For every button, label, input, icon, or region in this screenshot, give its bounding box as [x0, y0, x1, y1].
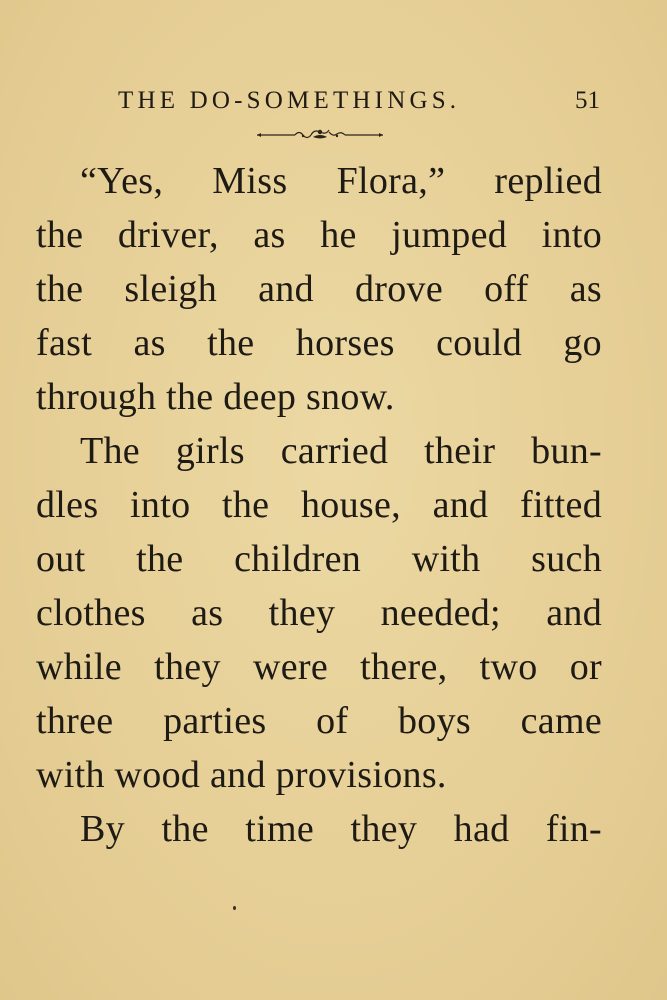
- text-line: the driver, as he jumped into: [36, 214, 602, 256]
- running-title: THE DO-SOMETHINGS.: [118, 87, 461, 114]
- text-line: dles into the house, and fitted: [36, 484, 602, 526]
- paper-speck: [233, 906, 236, 910]
- text-line: clothes as they needed; and: [36, 592, 602, 634]
- text-line: through the deep snow.: [36, 376, 395, 418]
- text-line: while they were there, two or: [36, 646, 602, 688]
- text-line: fast as the horses could go: [36, 322, 602, 364]
- body-text: [36, 154, 602, 856]
- text-line: “Yes, Miss Flora,” replied: [80, 160, 602, 202]
- page-number: 51: [575, 87, 600, 114]
- text-line: By the time they had fin-: [80, 808, 602, 850]
- text-line: out the children with such: [36, 538, 602, 580]
- text-line: The girls carried their bun-: [80, 430, 602, 472]
- text-line: the sleigh and drove off as: [36, 268, 602, 310]
- text-line: three parties of boys came: [36, 700, 602, 742]
- text-line: with wood and provisions.: [36, 754, 447, 796]
- ornament-divider-icon: [255, 127, 385, 141]
- running-head: [118, 86, 600, 116]
